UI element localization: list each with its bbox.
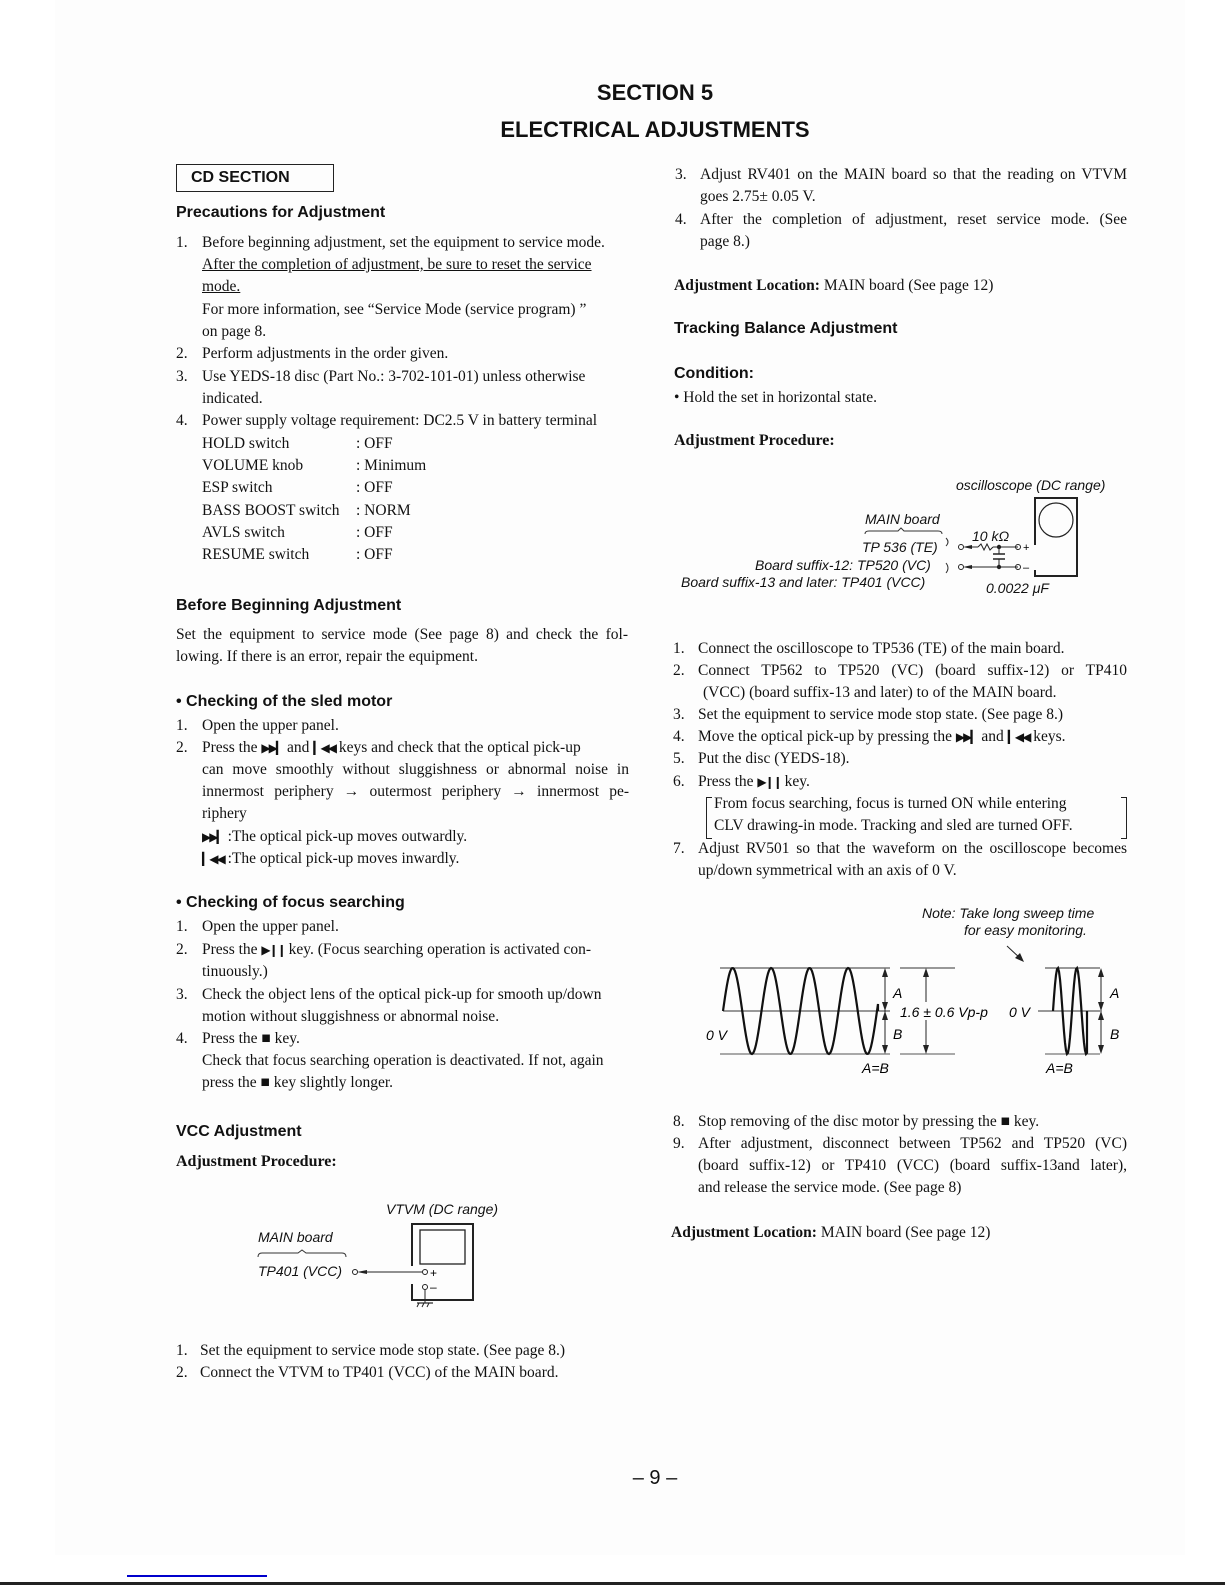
main-board-label: MAIN board: [258, 1229, 333, 1245]
list-item-text: For more information, see “Service Mode (service program) ”: [202, 301, 587, 318]
arrow-icon: [357, 1270, 367, 1274]
list-item-text: Connect TP562 to TP520 (VC) (board suffix-12) or TP410: [698, 662, 1127, 679]
text: press the: [202, 1074, 257, 1091]
text: key slightly longer.: [273, 1074, 394, 1091]
waveform-svg: [700, 940, 1130, 1080]
page-title: ELECTRICAL ADJUSTMENTS: [500, 117, 810, 142]
setting-value: : OFF: [356, 546, 393, 563]
list-item-text: Open the upper panel.: [202, 717, 339, 734]
arrow-icon: [1098, 968, 1104, 977]
list-number: 3.: [675, 166, 687, 183]
text: and: [286, 739, 310, 756]
reset-warning: After the completion of adjustment, be sure to reset the service: [202, 256, 592, 273]
list-item-text: Adjust RV501 so that the waveform on the oscilloscope becomes: [698, 840, 1127, 857]
list-item-text: [698, 1111, 1039, 1133]
list-item-text: Open the upper panel.: [202, 918, 339, 935]
text: Press the: [202, 941, 258, 958]
list-item-text: Set the equipment to service mode stop state. (See page 8.): [698, 706, 1064, 723]
list-number: 4.: [176, 412, 188, 429]
tp520-label: Board suffix-12: TP520 (VC): [755, 557, 931, 573]
list-item-text: page 8.): [700, 233, 750, 250]
resistor-label: 10 kΩ: [972, 528, 1010, 544]
list-number: 4.: [675, 211, 687, 228]
vtvm-body: [412, 1224, 473, 1300]
list-item-text: riphery: [202, 805, 247, 822]
note-text: CLV drawing-in mode. Tracking and sled are turned OFF.: [714, 817, 1073, 834]
list-number: 5.: [673, 750, 685, 767]
before-beginning-text: lowing. If there is an error, repair the equipment.: [176, 648, 478, 665]
list-item-text: [202, 737, 581, 759]
rewind-icon: ▎◀◀: [1007, 730, 1030, 744]
list-item-text: on page 8.: [202, 323, 267, 340]
fast-forward-icon: ▶▶▎: [202, 830, 224, 844]
tp401-label: TP401 (VCC): [258, 1263, 343, 1279]
left-bracket: [706, 797, 712, 839]
play-pause-icon: ▶❙❙: [757, 775, 781, 789]
zero-volt-label: 0 V: [1009, 1004, 1031, 1020]
list-item-text: tinuously.): [202, 963, 268, 980]
text: key.: [274, 1030, 300, 1047]
a-equals-b-label: A=B: [1046, 1060, 1073, 1076]
list-item-text: [698, 726, 1066, 748]
list-number: 2.: [176, 1364, 188, 1381]
list-number: 1.: [176, 918, 188, 935]
rewind-icon: ▎◀◀: [202, 852, 224, 866]
adjustment-procedure-label: Adjustment Procedure:: [176, 1153, 337, 1170]
minus-sign: –: [430, 1280, 437, 1294]
list-item-text: After adjustment, disconnect between TP562 and TP520 (VC): [698, 1135, 1127, 1152]
sweep-note: for easy monitoring.: [964, 922, 1087, 938]
right-bracket: [1121, 797, 1127, 839]
list-number: 2.: [176, 739, 188, 756]
text: key.: [784, 773, 810, 790]
plus-sign: +: [430, 1266, 438, 1280]
setting-label: HOLD switch: [202, 435, 290, 452]
fast-forward-icon: ▶▶▎: [261, 741, 284, 755]
capacitor-label: 0.0022 μF: [986, 580, 1049, 596]
bracket: [946, 563, 948, 573]
main-board-brace: [258, 1250, 346, 1257]
vtvm-label: VTVM (DC range): [386, 1201, 499, 1217]
fast-forward-icon: ▶▶▎: [955, 730, 978, 744]
text: Move the optical pick-up by pressing the: [698, 728, 952, 745]
list-item-text: can move smoothly without sluggishness or abnormal noise in: [202, 761, 629, 778]
vcc-adjustment-heading: VCC Adjustment: [176, 1123, 302, 1140]
b-label: B: [1110, 1026, 1120, 1042]
list-item-text: [202, 939, 591, 961]
arrow-icon: [923, 968, 929, 977]
rewind-icon: ▎◀◀: [313, 741, 335, 755]
main-board-brace: [865, 528, 942, 534]
list-item-text: innermost periphery → outermost periphery → innermost pe-: [202, 783, 629, 800]
focus-searching-heading: • Checking of focus searching: [176, 894, 405, 911]
setting-label: AVLS switch: [202, 524, 285, 541]
probe-terminal: [353, 1270, 358, 1275]
list-item-text: Before beginning adjustment, set the equipment to service mode.: [202, 234, 605, 251]
list-item-text: Adjust RV401 on the MAIN board so that the reading on VTVM: [700, 166, 1127, 183]
resistor-icon: [978, 544, 993, 550]
setting-value: : NORM: [356, 502, 411, 519]
a-equals-b-label: A=B: [862, 1060, 889, 1076]
arrow-icon: [1098, 1011, 1104, 1020]
oscilloscope-label: oscilloscope (DC range): [956, 477, 1106, 493]
text: :The optical pick-up moves inwardly.: [227, 850, 460, 867]
text: Press the: [698, 773, 754, 790]
text: and: [981, 728, 1004, 745]
list-item-text: [698, 771, 810, 793]
vtvm-gap: [408, 1266, 416, 1284]
sweep-note: Note: Take long sweep time: [922, 905, 1095, 921]
list-item-text: Perform adjustments in the order given.: [202, 345, 449, 362]
list-number: 6.: [673, 773, 685, 790]
precautions-heading: Precautions for Adjustment: [176, 204, 386, 221]
rew-note: [202, 848, 459, 870]
b-label: B: [893, 1026, 903, 1042]
condition-text: • Hold the set in horizontal state.: [674, 389, 878, 406]
location-label: Adjustment Location:: [674, 277, 820, 294]
setting-label: BASS BOOST switch: [202, 502, 340, 519]
text: key.: [1013, 1113, 1040, 1130]
list-item-text: up/down symmetrical with an axis of 0 V.: [698, 862, 957, 879]
adjustment-location: [674, 275, 993, 297]
minus-sign: –: [1023, 562, 1030, 574]
list-item-text: After the completion of adjustment, reset service mode. (See: [700, 211, 1127, 228]
probe-terminal: [959, 565, 964, 570]
list-number: 3.: [176, 986, 188, 1003]
arrow-icon: [882, 1002, 888, 1011]
list-item-text: Connect the VTVM to TP401 (VCC) of the MAIN board.: [200, 1364, 559, 1381]
bracket: [946, 538, 948, 546]
list-number: 2.: [176, 941, 188, 958]
list-item-text: (board suffix-12) or TP410 (VCC) (board suffix-13and later),: [698, 1157, 1127, 1174]
setting-value: : OFF: [356, 524, 393, 541]
location-value: MAIN board (See page 12): [816, 1224, 991, 1241]
list-item-text: Set the equipment to service mode stop state. (See page 8.): [200, 1342, 566, 1359]
list-number: 1.: [176, 717, 188, 734]
condition-label: Condition:: [674, 365, 754, 382]
stop-icon: ■: [260, 1074, 270, 1091]
scope-gap: [1031, 545, 1039, 570]
text: keys.: [1033, 728, 1066, 745]
list-item-text: [202, 1072, 393, 1094]
sled-motor-heading: • Checking of the sled motor: [176, 693, 393, 710]
arrow-icon: [882, 968, 888, 977]
stop-icon: ■: [1000, 1113, 1011, 1130]
adjustment-procedure-label: Adjustment Procedure:: [674, 432, 835, 449]
list-number: 3.: [176, 368, 188, 385]
vpp-label: 1.6 ± 0.6 Vp-p: [900, 1004, 988, 1020]
arrow-icon: [1098, 1045, 1104, 1054]
text: :The optical pick-up moves outwardly.: [227, 828, 468, 845]
list-number: 4.: [176, 1030, 188, 1047]
list-item-text: Check that focus searching operation is deactivated. If not, again: [202, 1052, 604, 1069]
note-text: From focus searching, focus is turned ON while entering: [714, 795, 1067, 812]
list-number: 4.: [673, 728, 685, 745]
adjustment-location: [671, 1222, 990, 1244]
list-number: 8.: [673, 1113, 685, 1130]
zero-volt-label: 0 V: [706, 1027, 728, 1043]
setting-value: : Minimum: [356, 457, 427, 474]
text: key. (Focus searching operation is activated con-: [288, 941, 592, 958]
reset-warning: mode.: [202, 278, 241, 295]
setting-label: RESUME switch: [202, 546, 310, 563]
oscilloscope-schematic: [860, 490, 1090, 585]
list-item-text: motion without sluggishness or abnormal noise.: [202, 1008, 500, 1025]
list-item-text: and release the service mode. (See page 8): [698, 1179, 962, 1196]
list-number: 7.: [673, 840, 685, 857]
a-label: A: [893, 985, 903, 1001]
arrow-icon: [882, 1045, 888, 1054]
before-beginning-heading: Before Beginning Adjustment: [176, 597, 402, 614]
list-number: 2.: [176, 345, 188, 362]
list-item-text: goes 2.75± 0.05 V.: [700, 188, 816, 205]
arrow-icon: [963, 545, 972, 549]
list-number: 1.: [176, 1342, 188, 1359]
text: Stop removing of the disc motor by pressing the: [698, 1113, 997, 1130]
list-number: 1.: [673, 640, 685, 657]
play-pause-icon: ▶❙❙: [261, 943, 285, 957]
text: keys and check that the optical pick-up: [338, 739, 581, 756]
vtvm-display: [420, 1230, 465, 1264]
section-number: SECTION 5: [596, 80, 714, 105]
list-item-text: Check the object lens of the optical pick-up for smooth up/down: [202, 986, 602, 1003]
arrow-icon: [923, 1045, 929, 1054]
tp401-label: Board suffix-13 and later: TP401 (VCC): [681, 574, 926, 590]
page-number: – 9 –: [632, 1467, 678, 1489]
text: Press the: [202, 739, 258, 756]
cd-section-label: CD SECTION: [176, 164, 334, 192]
before-beginning-text: Set the equipment to service mode (See page 8) and check the fol-: [176, 626, 628, 643]
main-board-label: MAIN board: [865, 511, 940, 527]
list-number: 3.: [673, 706, 685, 723]
plus-sign: +: [1023, 542, 1030, 554]
list-item-text: Power supply voltage requirement: DC2.5 V in battery terminal: [202, 412, 598, 429]
list-item-text: [202, 1028, 300, 1050]
list-number: 1.: [176, 234, 188, 251]
setting-label: ESP switch: [202, 479, 273, 496]
list-number: 9.: [673, 1135, 685, 1152]
footer-link-underline[interactable]: [127, 1575, 267, 1577]
setting-label: VOLUME knob: [202, 457, 304, 474]
location-label: Adjustment Location:: [671, 1224, 817, 1241]
plus-terminal: [423, 1270, 428, 1275]
list-number: 2.: [673, 662, 685, 679]
a-label: A: [1110, 985, 1120, 1001]
list-item-text: Put the disc (YEDS-18).: [698, 750, 850, 767]
tp536-label: TP 536 (TE): [862, 539, 938, 555]
stop-icon: ■: [261, 1030, 271, 1047]
arrow-icon: [1098, 1002, 1104, 1011]
vtvm-schematic: [250, 1200, 510, 1330]
arrow-icon: [963, 565, 972, 569]
list-item-text: indicated.: [202, 390, 263, 407]
ff-note: [202, 826, 467, 848]
list-item-text: (VCC) (board suffix-13 and later) to of the MAIN board.: [703, 684, 1057, 701]
tracking-balance-heading: Tracking Balance Adjustment: [674, 320, 898, 337]
list-item-text: Connect the oscilloscope to TP536 (TE) of the main board.: [698, 640, 1065, 657]
minus-terminal: [423, 1285, 428, 1290]
text: Press the: [202, 1030, 258, 1047]
probe-terminal: [959, 545, 964, 550]
list-item-text: Use YEDS-18 disc (Part No.: 3-702-101-01) unless otherwise: [202, 368, 586, 385]
setting-value: : OFF: [356, 435, 393, 452]
setting-value: : OFF: [356, 479, 393, 496]
location-value: MAIN board (See page 12): [819, 277, 994, 294]
arrow-icon: [882, 1011, 888, 1020]
scope-screen: [1039, 503, 1073, 537]
